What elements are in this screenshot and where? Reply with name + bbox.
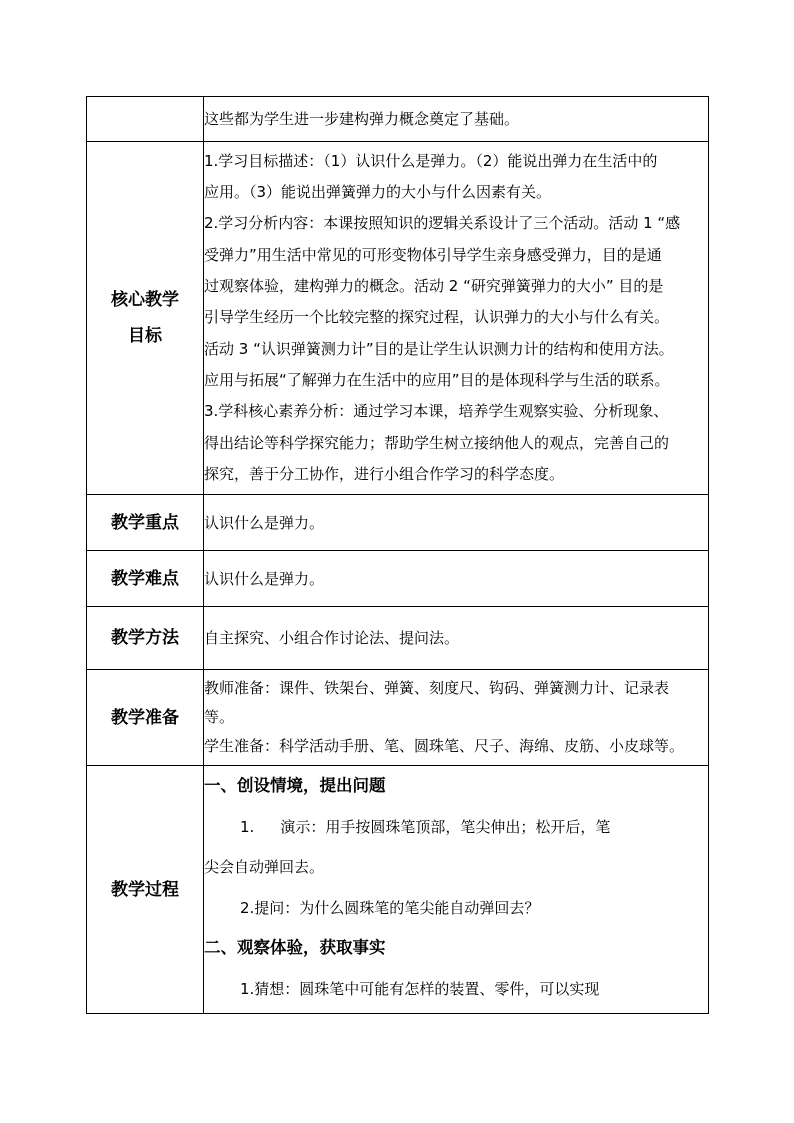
intro-content-cell (204, 97, 709, 142)
goals-line: 探究，善于分工协作，进行小组合作学习的科学态度。 (204, 464, 565, 483)
preparation-content-cell (204, 670, 709, 766)
process-heading-1: 一、创设情境，提出问题 (204, 776, 386, 795)
lesson-plan-table (86, 96, 709, 1014)
goals-label-line-2: 目标 (128, 326, 162, 346)
process-item-1-line-1 (204, 807, 708, 848)
difficulty-label: 教学难点 (87, 551, 204, 607)
key-point-label: 教学重点 (87, 495, 204, 551)
goals-line: 应用。（3）能说出弹簧弹力的大小与什么因素有关。 (204, 183, 552, 202)
method-content-cell (204, 607, 709, 670)
process-item-3: 1.猜想：圆珠笔中可能有怎样的装置、零件，可以实现 (240, 979, 600, 998)
key-point-content-cell (204, 495, 709, 551)
goals-line: 应用与拓展“了解弹力在生活中的应用”目的是体现科学与生活的联系。 (204, 370, 670, 389)
intro-row (87, 97, 709, 142)
goals-line: 1.学习目标描述：（1）认识什么是弹力。（2）能说出弹力在生活中的 (204, 151, 658, 170)
key-point-row (87, 495, 709, 551)
preparation-line: 等。 (204, 708, 235, 726)
difficulty-content-cell (204, 551, 709, 607)
difficulty-text: 认识什么是弹力。 (204, 569, 325, 588)
difficulty-row (87, 551, 709, 607)
method-text: 自主探究、小组合作讨论法、提问法。 (204, 629, 460, 647)
goals-line: 3.学科核心素养分析：通过学习本课，培养学生观察实验、分析现象、 (204, 402, 669, 421)
key-point-text: 认识什么是弹力。 (204, 513, 325, 532)
process-item-1-line-2: 尖会自动弹回去。 (204, 858, 325, 876)
process-item-2: 2.提问：为什么圆珠笔的笔尖能自动弹回去？ (240, 898, 540, 917)
process-content-cell (204, 766, 709, 1014)
goals-line: 受弹力”用生活中常见的可形变物体引导学生亲身感受弹力，目的是通 (204, 245, 662, 264)
preparation-row (87, 670, 709, 766)
goals-label-cell (87, 142, 204, 495)
process-item-1-number: 1. (240, 817, 255, 836)
goals-label-line-1: 核心教学 (111, 290, 179, 310)
method-label: 教学方法 (87, 607, 204, 670)
goals-content-cell (204, 142, 709, 495)
goals-line: 引导学生经历一个比较完整的探究过程，认识弹力的大小与什么有关。 (204, 308, 670, 327)
process-row (87, 766, 709, 1014)
preparation-line: 学生准备：科学活动手册、笔、圆珠笔、尺子、海绵、皮筋、小皮球等。 (204, 737, 685, 755)
process-label: 教学过程 (87, 766, 204, 1014)
goals-line: 得出结论等科学探究能力；帮助学生树立接纳他人的观点，完善自己的 (204, 433, 670, 452)
intro-line: 这些都为学生进一步建构弹力概念奠定了基础。 (204, 110, 520, 128)
method-row (87, 607, 709, 670)
goals-line: 过观察体验，建构弹力的概念。活动 2 “研究弹簧弹力的大小” 目的是 (204, 277, 664, 296)
preparation-line: 教师准备：课件、铁架台、弹簧、刻度尺、钩码、弹簧测力计、记录表 (204, 679, 670, 697)
process-heading-2: 二、观察体验，获取事实 (204, 938, 386, 957)
preparation-label: 教学准备 (87, 670, 204, 766)
goals-line: 2.学习分析内容：本课按照知识的逻辑关系设计了三个活动。活动 1 “感 (204, 214, 681, 233)
process-item-1-text: 演示：用手按圆珠笔顶部，笔尖伸出；松开后，笔 (280, 817, 611, 836)
goals-line: 活动 3 “认识弹簧测力计”目的是让学生认识测力计的结构和使用方法。 (204, 339, 674, 358)
intro-label-cell (87, 97, 204, 142)
goals-row (87, 142, 709, 495)
